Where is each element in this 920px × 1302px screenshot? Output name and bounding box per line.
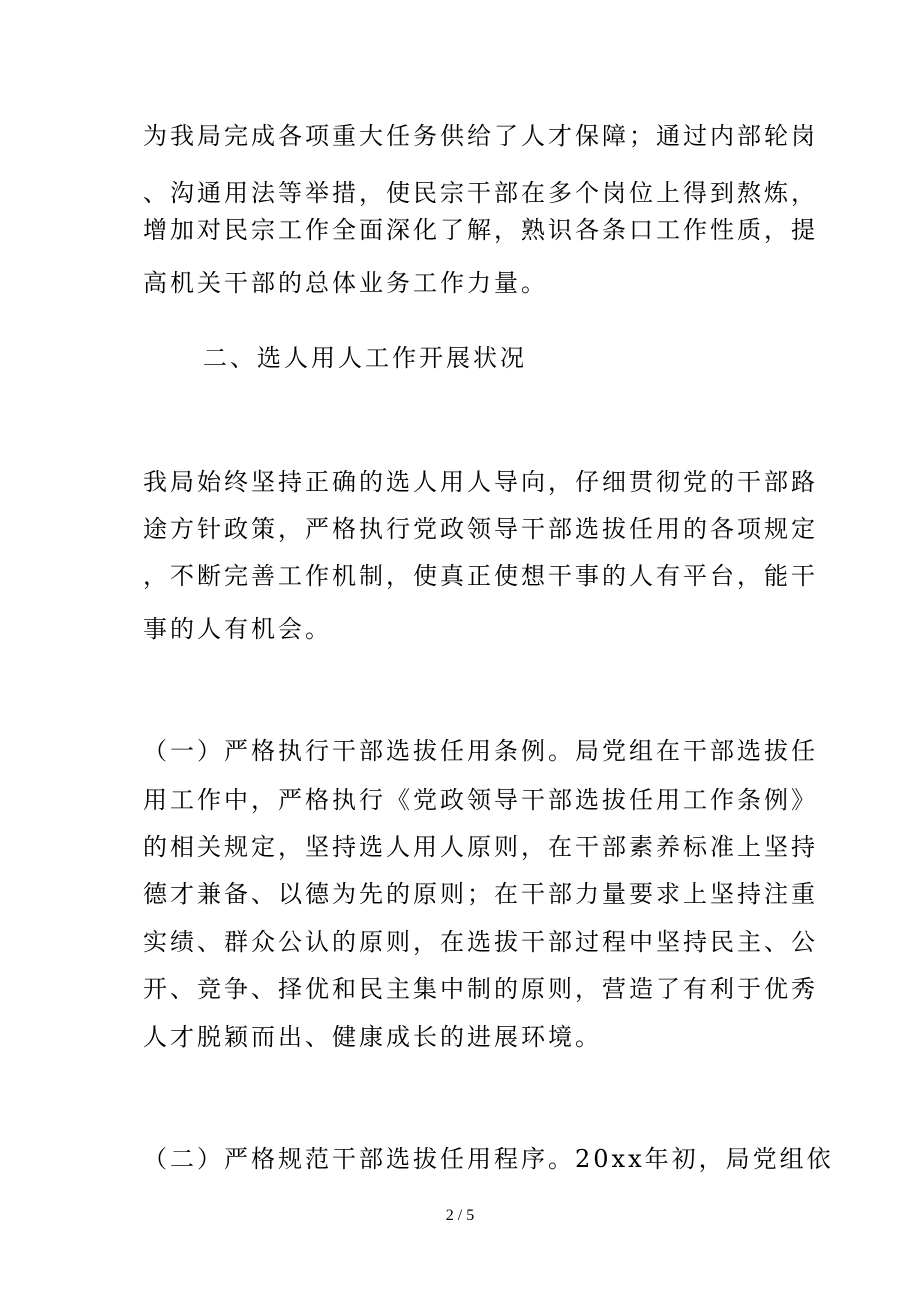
text-line: （二）严格规范干部选拔任用程序。20xx年初，局党组依: [143, 1145, 834, 1173]
text-line: 用工作中，严格执行《党政领导干部选拔任用工作条例》: [143, 786, 818, 814]
text-line: 增加对民宗工作全面深化了解，熟识各条口工作性质，提: [143, 216, 818, 244]
text-line: 德才兼备、以德为先的原则；在干部力量要求上坚持注重: [143, 880, 818, 908]
text-line: 实绩、群众公认的原则，在选拔干部过程中坚持民主、公: [143, 928, 818, 956]
text-line: ，不断完善工作机制，使真正使想干事的人有平台，能干: [143, 562, 818, 590]
text-line: 高机关干部的总体业务工作力量。: [143, 269, 548, 297]
text-line: 我局始终坚持正确的选人用人导向，仔细贯彻党的干部路: [143, 468, 818, 496]
text-line: （一）严格执行干部选拔任用条例。局党组在干部选拔任: [143, 737, 818, 765]
text-line: 事的人有机会。: [143, 615, 332, 643]
text-line: 途方针政策，严格执行党政领导干部选拔任用的各项规定: [143, 515, 818, 543]
text-line: 人才脱颖而出、健康成长的进展环境。: [143, 1023, 602, 1051]
section-heading: 二、选人用人工作开展状况: [203, 344, 527, 372]
page-number: 2 / 5: [445, 1207, 475, 1224]
text-line: 开、竞争、择优和民主集中制的原则，营造了有利于优秀: [143, 975, 818, 1003]
text-line: 为我局完成各项重大任务供给了人才保障；通过内部轮岗: [143, 122, 818, 150]
text-line: 的相关规定，坚持选人用人原则，在干部素养标准上坚持: [143, 833, 818, 861]
text-line: 、沟通用法等举措，使民宗干部在多个岗位上得到熬炼，: [143, 179, 818, 207]
